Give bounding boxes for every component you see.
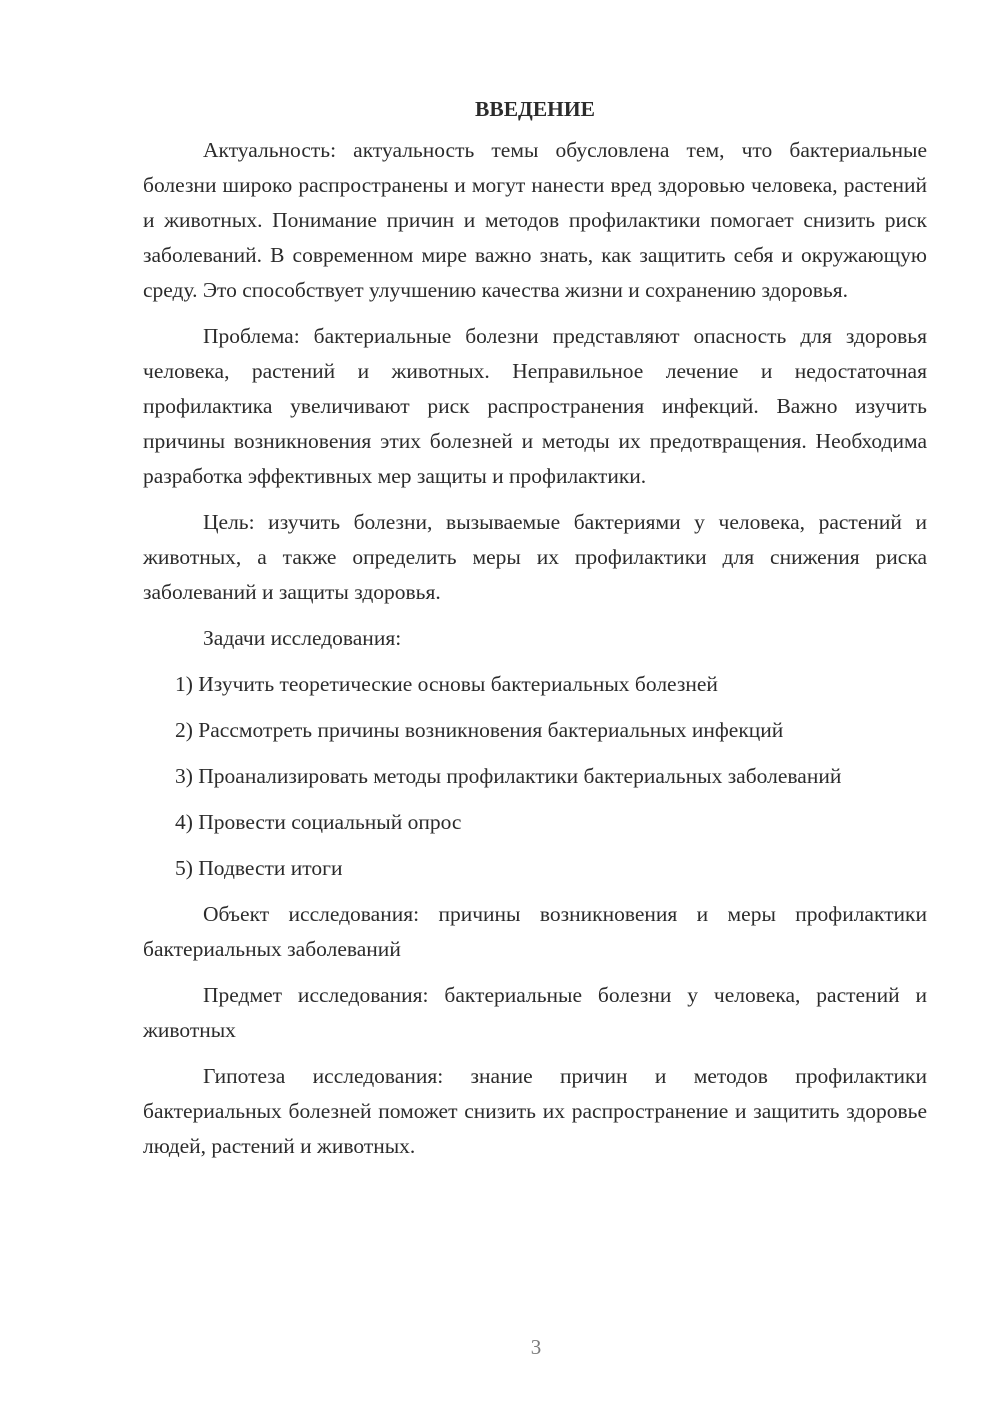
tasks-title: Задачи исследования:	[203, 626, 402, 650]
task-item: 2) Рассмотреть причины возникновения бактериальных инфекций	[175, 718, 784, 742]
object-paragraph: Объект исследования: причины возникновения и меры профилактики бактериальных заболеваний	[143, 902, 927, 961]
hypothesis-paragraph: Гипотеза исследования: знание причин и методов профилактики бактериальных болезней поможет снизить их распространение и защитить здоровье людей, растений и животных.	[143, 1064, 927, 1158]
task-item: 4) Провести социальный опрос	[175, 810, 462, 834]
relevance-paragraph: Актуальность: актуальность темы обусловлена тем, что бактериальные болезни широко распространены и могут нанести вред здоровью человека, растений и животных. Понимание причин и методов профилактики помогает снизить риск заболеваний. В современном мире важно знать, как защитить себя и окружающую среду. Это способствует улучшению качества жизни и сохранению здоровья.	[143, 138, 927, 302]
document-body	[143, 92, 927, 1175]
subject-paragraph: Предмет исследования: бактериальные болезни у человека, растений и животных	[143, 983, 927, 1042]
goal-paragraph: Цель: изучить болезни, вызываемые бактериями у человека, растений и животных, а также определить меры их профилактики для снижения риска заболеваний и защиты здоровья.	[143, 510, 927, 604]
task-item: 5) Подвести итоги	[175, 856, 343, 880]
problem-paragraph: Проблема: бактериальные болезни представляют опасность для здоровья человека, растений и животных. Неправильное лечение и недостаточная профилактика увеличивают риск распространения инфекций. Важно изучить причины возникновения этих болезней и методы их предотвращения. Необходима разработка эффективных мер защиты и профилактики.	[143, 324, 927, 488]
task-item: 3) Проанализировать методы профилактики бактериальных заболеваний	[175, 764, 842, 788]
section-heading: ВВЕДЕНИЕ	[475, 97, 595, 121]
task-item: 1) Изучить теоретические основы бактериальных болезней	[175, 672, 718, 696]
page-number: 3	[530, 1335, 542, 1359]
